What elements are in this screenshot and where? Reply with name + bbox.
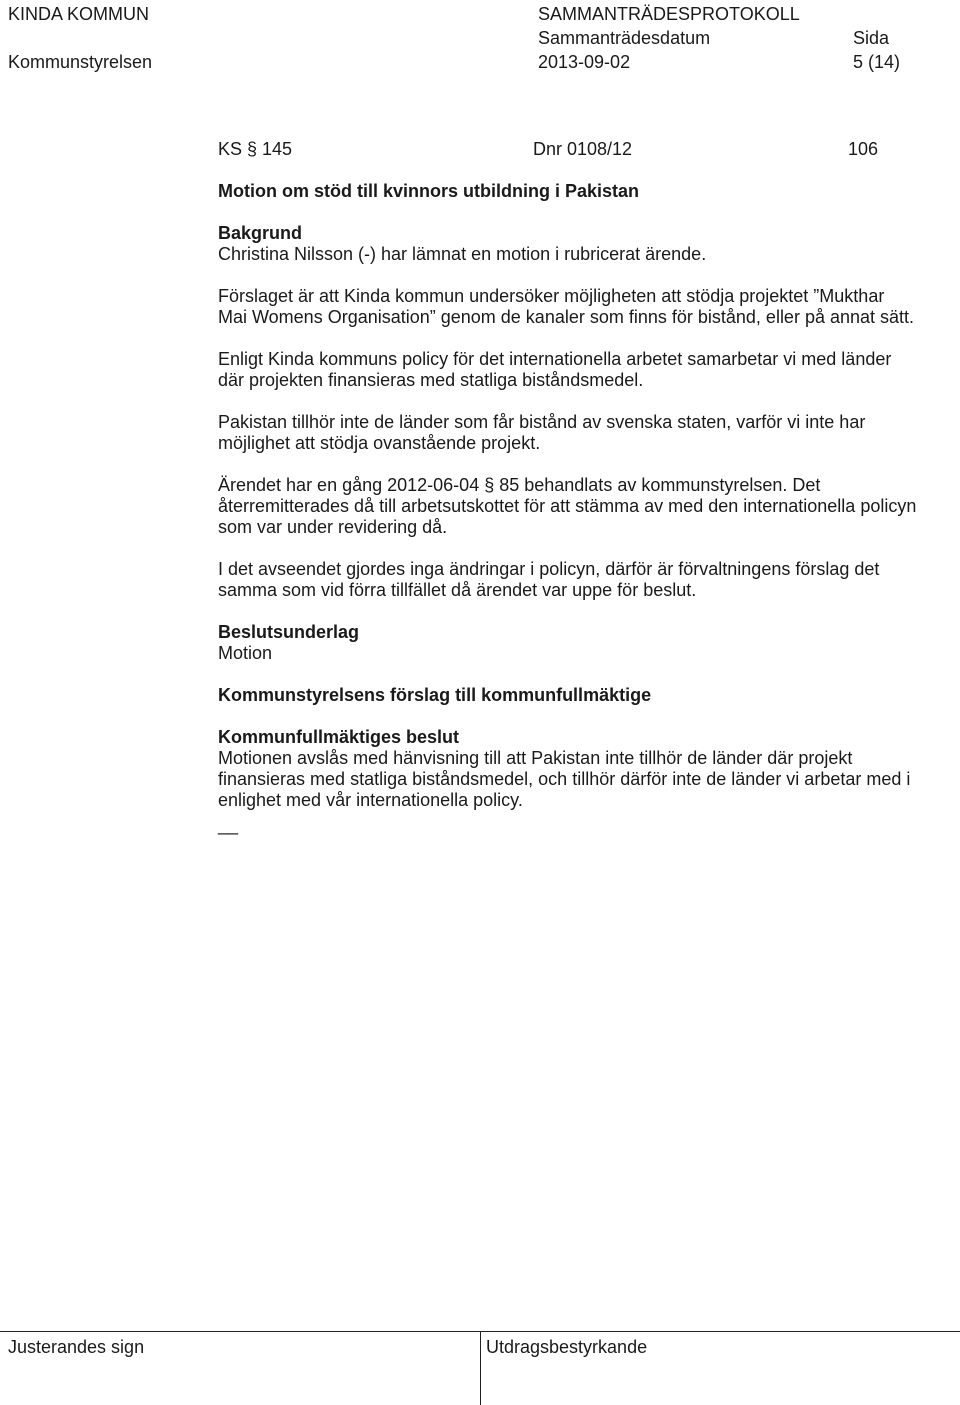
basis-text: Motion	[218, 643, 273, 663]
date-label: Sammanträdesdatum	[538, 28, 711, 48]
proposal-heading: Kommunstyrelsens förslag till kommunfullmäktige	[218, 685, 652, 705]
case-number: KS § 145	[218, 139, 293, 159]
background-p6: I det avseendet gjordes inga ändringar i policyn, därför är förvaltningens förslag det samma som vid förra tillfället då ärendet var uppe för beslut.	[218, 559, 880, 600]
extract-label: Utdragsbestyrkande	[486, 1337, 648, 1357]
signature-footer	[0, 1331, 960, 1405]
decision-text: Motionen avslås med hänvisning till att Pakistan inte tillhör de länder där projekt finansieras med statliga biståndsmedel, och tillhör därför inte de länder vi arbetar med i enlighet med vår internationella policy.	[218, 748, 911, 810]
background-p2: Förslaget är att Kinda kommun undersöker möjligheten att stödja projektet ”Mukthar Mai Womens Organisation” genom de kanaler som finns för bistånd, eller på annat sätt.	[218, 286, 915, 327]
case-ref: 106	[848, 139, 879, 159]
page-label: Sida	[853, 28, 890, 48]
sign-label: Justerandes sign	[8, 1337, 145, 1357]
end-separator: __	[218, 815, 239, 835]
background-heading: Bakgrund	[218, 223, 303, 243]
case-title: Motion om stöd till kvinnors utbildning i Pakistan	[218, 181, 640, 201]
page-number: 5 (14)	[853, 52, 901, 72]
org-name: KINDA KOMMUN	[8, 4, 150, 24]
case-dnr: Dnr 0108/12	[533, 139, 633, 159]
committee-name: Kommunstyrelsen	[8, 52, 153, 72]
meeting-date: 2013-09-02	[538, 52, 631, 72]
background-p3: Enligt Kinda kommuns policy för det internationella arbetet samarbetar vi med länder där projekten finansieras med statliga biståndsmedel.	[218, 349, 892, 390]
basis-heading: Beslutsunderlag	[218, 622, 360, 642]
decision-heading: Kommunfullmäktiges beslut	[218, 727, 460, 747]
footer-divider	[480, 1332, 481, 1405]
background-p4: Pakistan tillhör inte de länder som får bistånd av svenska staten, varför vi inte har möjlighet att stödja ovanstående projekt.	[218, 412, 866, 453]
background-p1: Christina Nilsson (-) har lämnat en motion i rubricerat ärende.	[218, 244, 707, 264]
doc-type: SAMMANTRÄDESPROTOKOLL	[538, 4, 800, 24]
background-p5: Ärendet har en gång 2012-06-04 § 85 behandlats av kommunstyrelsen. Det återremitterades då till arbetsutskottet för att stämma av med den internationella policyn som var under revidering då.	[218, 475, 917, 537]
